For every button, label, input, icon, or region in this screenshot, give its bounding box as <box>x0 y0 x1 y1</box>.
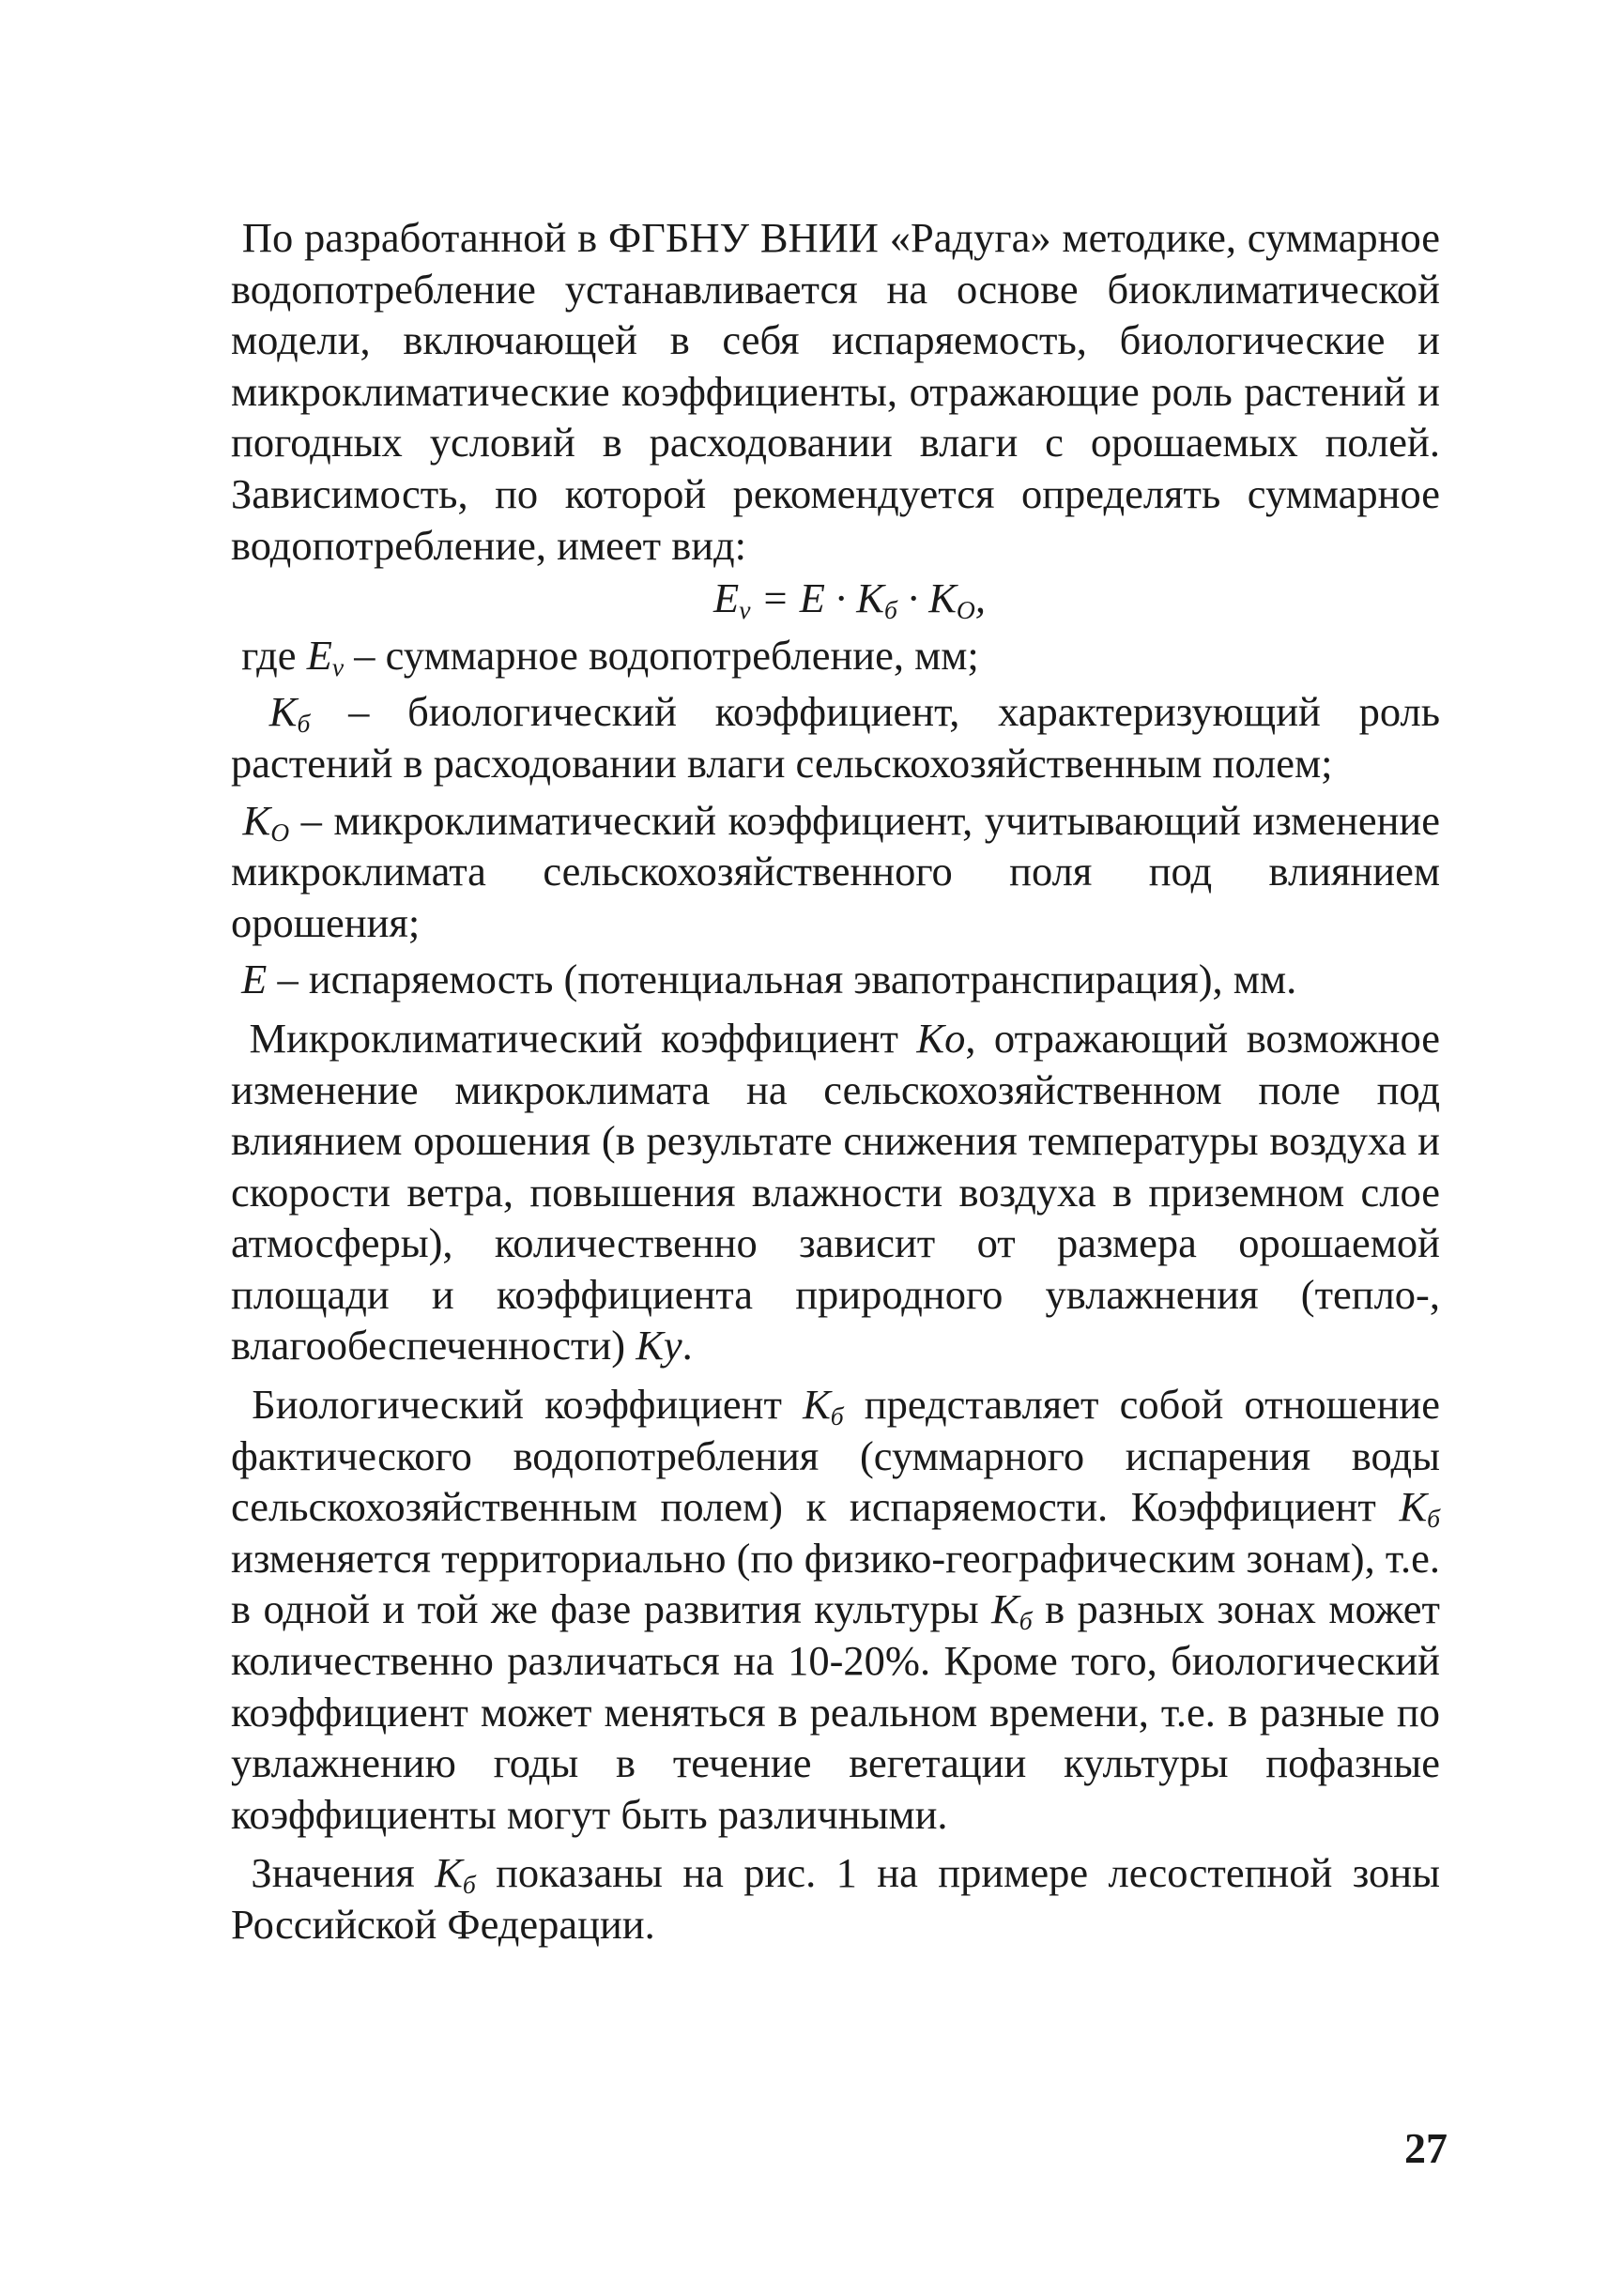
definition-ko-sub: O <box>270 817 290 847</box>
paragraph-biological-sub3: б <box>1019 1606 1033 1636</box>
paragraph-biological-symbol2: K <box>1399 1483 1428 1531</box>
paragraph-values-symbol: K <box>435 1849 463 1897</box>
definition-e-symbol: E <box>241 956 268 1003</box>
paragraph-values <box>231 1847 1440 1950</box>
body-text <box>231 212 1440 1951</box>
formula-eq: = E · K <box>750 574 884 622</box>
page-number: 27 <box>1404 2124 1448 2172</box>
formula-tail: , <box>974 574 986 622</box>
paragraph-biological-sub2: б <box>1427 1504 1440 1534</box>
formula-lhs: E <box>713 574 740 622</box>
paragraph-biological-sub: б <box>830 1400 844 1431</box>
definition-ev-symbol: E <box>306 631 332 679</box>
formula-lhs-sub: v <box>739 595 751 625</box>
paragraph-microclimatic-symbol2: Ky <box>636 1322 682 1369</box>
definition-ev <box>231 630 1440 681</box>
paragraph-values-sub: б <box>462 1870 476 1900</box>
formula-sub1: б <box>883 595 897 625</box>
paragraph-biological-b: представляет собой отношение фактического водопотребления (суммарного испарения воды сельскохозяйственным полем) к испаряемости. Коэффициент <box>231 1381 1440 1531</box>
definition-kb <box>231 686 1440 788</box>
paragraph-values-b: показаны на рис. 1 на примере лесостепной зоны Российской Федерации. <box>231 1849 1440 1948</box>
paragraph-biological-symbol: K <box>803 1381 831 1429</box>
paragraph-microclimatic <box>231 1013 1440 1371</box>
definition-e-text: – испаряемость (потенциальная эвапотранспирация), мм. <box>267 956 1297 1003</box>
paragraph-biological-symbol3: K <box>991 1585 1019 1633</box>
paragraph-microclimatic-symbol: Ko <box>916 1014 966 1062</box>
definition-kb-symbol: K <box>268 688 298 736</box>
definition-ev-text: – суммарное водопотребление, мм; <box>344 631 979 679</box>
paragraph-methodology <box>231 212 1440 571</box>
definition-kb-sub: б <box>297 709 311 739</box>
formula-dot: · K <box>896 574 957 622</box>
definition-ko <box>231 795 1440 949</box>
definition-ko-symbol: K <box>242 796 271 844</box>
paragraph-biological-d: в разных зонах может количественно различаться на 10-20%. Кроме того, биологический коэффициент может меняться в реальном времени, т.е. в разные по увлажнению годы в течение вегетации культуры пофазные коэффициенты могут быть различными. <box>231 1585 1440 1838</box>
definition-kb-text: – биологический коэффициент, характеризующий роль растений в расходовании влаги сельскохозяйственным полем; <box>231 688 1440 787</box>
paragraph-microclimatic-c: . <box>682 1322 693 1369</box>
formula-sub2: O <box>956 595 975 625</box>
definition-ev-prefix: где <box>241 631 307 679</box>
paragraph-biological-a: Биологический коэффициент <box>252 1381 804 1429</box>
formula <box>231 573 1440 624</box>
paragraph-methodology-text: По разработанной в ФГБНУ ВНИИ «Радуга» методике, суммарное водопотребление устанавливается на основе биоклиматической модели, включающей в себя испаряемость, биологические и микроклиматические коэффициенты, отражающие роль растений и погодных условий в расходовании влаги с орошаемых полей. Зависимость, по которой рекомендуется определять суммарное водопотребление, имеет вид: <box>231 214 1441 569</box>
paragraph-microclimatic-b: , отражающий возможное изменение микроклимата на сельскохозяйственном поле под влиянием орошения (в результате снижения температуры воздуха и скорости ветра, повышения влажности воздуха в приземном слое атмосферы), количественно зависит от размера орошаемой площади и коэффициента природного увлажнения (тепло-, влагообеспеченности) <box>231 1014 1441 1369</box>
paragraph-biological <box>231 1379 1440 1840</box>
paragraph-biological-c: изменяется территориально (по физико-географическим зонам), т.е. в одной и той же фазе развития культуры <box>231 1534 1440 1633</box>
paragraph-values-a: Значения <box>251 1849 436 1897</box>
paragraph-microclimatic-a: Микроклиматический коэффициент <box>249 1014 917 1062</box>
definition-ko-text: – микроклиматический коэффициент, учитывающий изменение микроклимата сельскохозяйственного поля под влиянием орошения; <box>231 796 1440 946</box>
definition-ev-sub: v <box>331 651 345 681</box>
definition-e <box>231 954 1440 1005</box>
